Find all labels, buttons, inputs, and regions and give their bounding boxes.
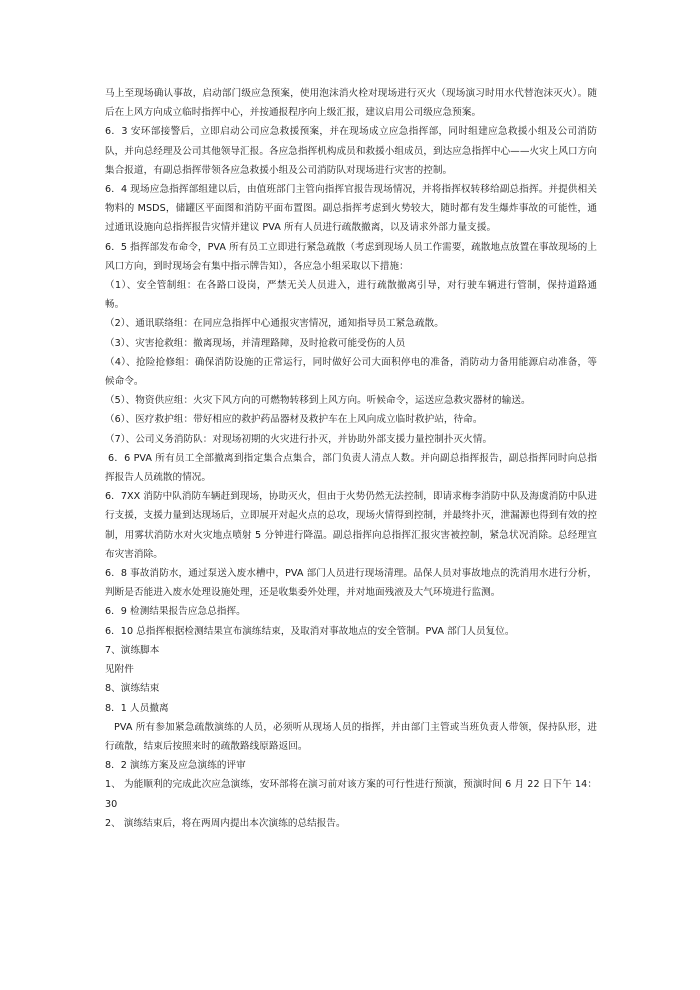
paragraph-6-3: 6．3 安环部接警后，立即启动公司应急救援预案，并在现场成立应急指挥部，同时组建应急救援小组及公司消防队，并向总经理及公司其他领导汇报。各应急指挥机构成员和救援小组成员，到达应急指挥中心——火灾上风口方向集合报道，有副总指挥带领各应急救援小组及公司消防队对现场进行灾害的控制。 — [105, 126, 597, 176]
paragraph-6-9: 6．9 检测结果报告应急总指挥。 — [105, 606, 246, 618]
paragraph-8-1: PVA 所有参加紧急疏散演练的人员，必须听从现场人员的指挥，并由部门主管或当班负责人带领，保持队形，进行疏散，结束后按照来时的疏散路线原路返回。 — [105, 721, 597, 752]
review-item-1: 1、 为能顺利的完成此次应急演练，安环部将在演习前对该方案的可行性进行预演，预演时间 6 月 22 日下午 14：30 — [105, 779, 597, 810]
paragraph-6-8: 6．8 事故消防水，通过泵送入废水槽中，PVA 部门人员进行现场清理。品保人员对事故地点的洗消用水进行分析，判断是否能进入废水处理设施处理，还是收集委外处理，并对地面残液及大气环境进行监测。 — [105, 568, 597, 599]
measure-item-4: （4）、抢险抢修组：确保消防设施的正常运行，同时做好公司大面积停电的准备，消防动力备用能源启动准备，等候命令。 — [105, 356, 597, 388]
section-heading-7: 7、演练脚本 — [105, 644, 160, 656]
paragraph-fire-response: 马上至现场确认事故，启动部门级应急预案，使用泡沫消火栓对现场进行灭火（现场演习时用水代替泡沫灭火）。随后在上风方向成立临时指挥中心，并按通报程序向上级汇报，建议启用公司级应急预案。 — [105, 88, 597, 119]
measure-item-3: （3）、灾害抢救组：撤离现场，并清理路障，及时抢救可能受伤的人员 — [105, 337, 406, 349]
paragraph-6-6: 6．6 PVA 所有员工全部撤离到指定集合点集合，部门负责人清点人数。并向副总指挥报告，副总指挥同时向总指挥报告人员疏散的情况。 — [105, 452, 597, 484]
measure-item-1: （1）、安全管制组：在各路口设岗，严禁无关人员进入，进行疏散撤离引导，对行驶车辆进行管制，保持道路通畅。 — [105, 280, 597, 311]
paragraph-6-10: 6．10 总指挥根据检测结果宣布演练结束，及取消对事故地点的安全管制。PVA 部门人员复位。 — [105, 625, 515, 637]
paragraph-6-5: 6．5 指挥部发布命令，PVA 所有员工立即进行紧急疏散（考虑到现场人员工作需要，疏散地点放置在事故现场的上风口方向，到时现场会有集中指示牌告知），各应急小组采取以下措施： — [105, 241, 597, 272]
section-heading-8: 8、演练结束 — [105, 683, 160, 695]
measure-item-6: （6）、医疗救护组：带好相应的救护药品器材及救护车在上风向成立临时救护站，待命。 — [105, 414, 483, 426]
paragraph-6-4: 6．4 现场应急指挥部组建以后，由值班部门主管向指挥官报告现场情况，并将指挥权转移给副总指挥。并提供相关物料的 MSDS，储罐区平面图和消防平面布置图。副总指挥考虑到火势较大，随时都有发生爆炸事故的可能性，通过通讯设施向总指挥报告灾情并建议 PVA 所有人员进行疏散撤离，以及请求外部力量支援。 — [105, 184, 597, 234]
paragraph-6-7: 6．7XX 消防中队消防车辆赶到现场，协助灭火，但由于火势仍然无法控制，即请求梅李消防中队及海虞消防中队进行支援，支援力量到达现场后，立即展开对起火点的总攻，现场火情得到控制，并最终扑灭，泄漏源也得到有效的控制，用雾状消防水对火灾地点喷射 5 分钟进行降温。副总指挥向总指挥汇报灾害被控制，紧急状况消除。总经理宣布灾害消除。 — [105, 491, 597, 560]
review-item-2: 2、 演练结束后，将在两周内提出本次演练的总结报告。 — [105, 817, 346, 829]
subsection-heading-8-2: 8．2 演练方案及应急演练的评审 — [105, 760, 246, 772]
subsection-heading-8-1: 8．1 人员撤离 — [105, 702, 169, 714]
measure-item-7: （7）、公司义务消防队：对现场初期的火灾进行扑灭，并协助外部支援力量控制扑灭火情。 — [105, 433, 493, 445]
appendix-reference: 见附件 — [105, 664, 134, 676]
document-body — [105, 84, 597, 833]
measure-item-2: （2）、通讯联络组：在同应急指挥中心通报灾害情况，通知指导员工紧急疏散。 — [105, 318, 444, 330]
measure-item-5: （5）、物资供应组：火灾下风方向的可燃物转移到上风方向。听候命令，运送应急救灾器材的输送。 — [105, 395, 531, 407]
